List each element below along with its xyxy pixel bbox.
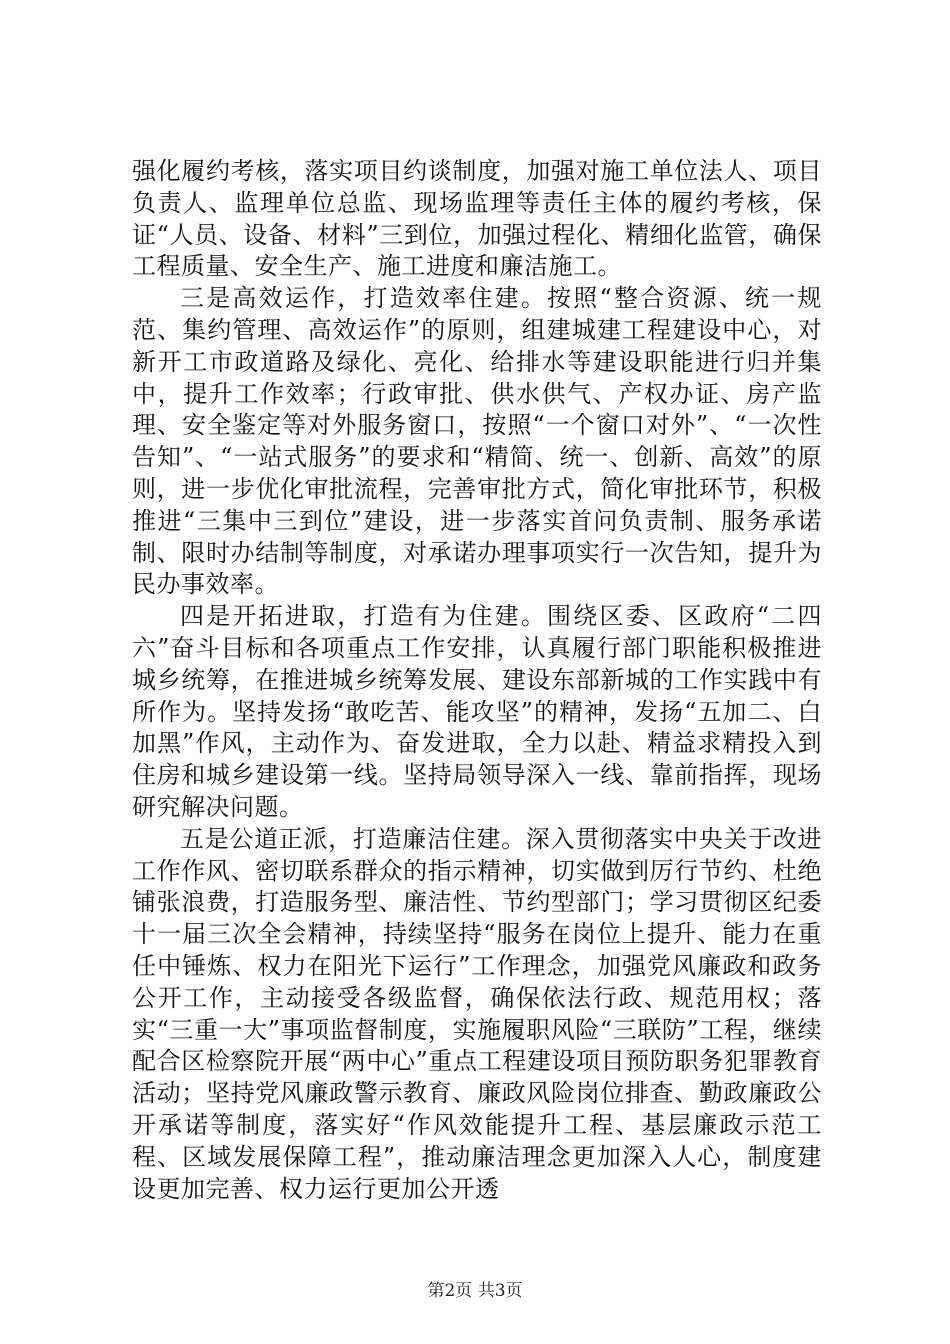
paragraph-efficiency: 三是高效运作，打造效率住建。按照“整合资源、统一规范、集约管理、高效运作”的原则，组建城建工程建设中心，对新开工市政道路及绿化、亮化、给排水等建设职能进行归并集中，提升工作效率；行政审批、供水供气、产权办证、房产监理、安全鉴定等对外服务窗口，按照“一个窗口对外”、“一次性告知”、“一站式服务”的要求和“精简、统一、创新、高效”的原则，进一步优化审批流程，完善审批方式，简化审批环节，积极推进“三集中三到位”建设，进一步落实首问负责制、服务承诺制、限时办结制等制度，对承诺办理事项实行一次告知，提升为民办事效率。 bbox=[132, 284, 822, 599]
page-number-footer: 第2页 共3页 bbox=[427, 1281, 523, 1301]
paragraph-integrity: 五是公道正派，打造廉洁住建。深入贯彻落实中央关于改进工作作风、密切联系群众的指示精神，切实做到厉行节约、杜绝铺张浪费，打造服务型、廉洁性、节约型部门；学习贯彻区纪委十一届三次全会精神，持续坚持“服务在岗位上提升、能力在重任中锤炼、权力在阳光下运行”工作理念，加强党风廉政和政务公开工作，主动接受各级监督，确保依法行政、规范用权；落实“三重一大”事项监督制度，实施履职风险“三联防”工程，继续配合区检察院开展“两中心”重点工程建设项目预防职务犯罪教育活动；坚持党风廉政警示教育、廉政风险岗位排查、勤政廉政公开承诺等制度，落实好“作风效能提升工程、基层廉政示范工程、区域发展保障工程”，推动廉洁理念更加深入人心，制度建设更加完善、权力运行更加公开透 bbox=[132, 824, 822, 1203]
paragraph-continuation: 强化履约考核，落实项目约谈制度，加强对施工单位法人、项目负责人、监理单位总监、现场监理等责任主体的履约考核，保证“人员、设备、材料”三到位，加强过程化、精细化监管，确保工程质量、安全生产、施工进度和廉洁施工。 bbox=[132, 157, 822, 281]
paragraph-enterprising: 四是开拓进取，打造有为住建。围绕区委、区政府“二四六”奋斗目标和各项重点工作安排，认真履行部门职能积极推进城乡统筹，在推进城乡统筹发展、建设东部新城的工作实践中有所作为。坚持发扬“敢吃苦、能攻坚”的精神，发扬“五加二、白加黑”作风，主动作为、奋发进取，全力以赴、精益求精投入到住房和城乡建设第一线。坚持局领导深入一线、靠前指挥，现场研究解决问题。 bbox=[132, 602, 822, 821]
document-body bbox=[132, 156, 822, 1205]
